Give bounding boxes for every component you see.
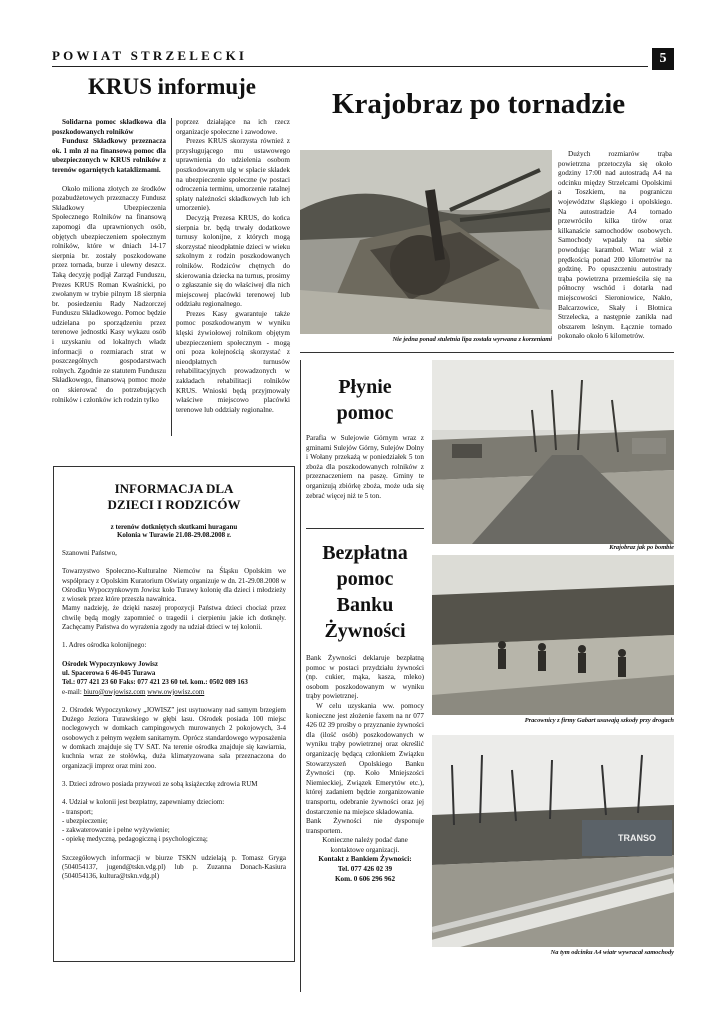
krus-column-divider (171, 118, 172, 436)
bank-contact-1: Kontakt z Bankiem Żywności: (318, 855, 412, 864)
children-info-box (53, 466, 295, 962)
info-item-2: 2. Ośrodek Wypoczynkowy „JOWISZ” jest usytuowany nad samym brzegiem Dużego Jeziora Turawskiego w głębi lasu. Ośrodek posiada 100 miejsc noclegowych w domkach campingowych murowanych 2 pokojowych, 3-4 osobowych z pełnym węzłem sanitarnym. Oprócz standardowego wyposażenia w domkach znajduje się TV SAT. Na terenie ośrodka znajduje się kawiarnia, kuchnia wraz ze stołówką, duża klimatyzowana sala przeznaczona do organizacji imprez oraz mini zoo. (62, 705, 286, 770)
photo-highway (432, 735, 674, 947)
bank-title-3: Banku (336, 594, 394, 616)
krus-lead: Fundusz Składkowy przeznacza ok. 1 mln zł na finansową pomoc dla ubezpieczonych w KRUS rolników z terenów ogarniętych kataklizmami. (52, 137, 166, 174)
tornado-body: Dużych rozmiarów trąba powietrzna przetoczyła się około godziny 17:00 nad autostradą A4 na odcinku między Strzelcami Opolskimi a Toszkiem, na pograniczu województw śląskiego i opolskiego. Na autostradzie A4 tornado przewróciło kilka tirów oraz kilkanaście samochodów osobowych. Samochody wpadały na siebie powodując karambol. Wiatr wiał z prędkością ponad 200 kilometrów na godzinę. Po opuszczeniu autostrady trąba powietrzna przemieściła się na północny wschód i dotarła nad miejscowości Sieroniowice, Nakło, Balcarzowice, Skały i Błotnica Strzelecka, a następnie zanikła nad obszarem leśnym. Łącznie tornado pokonało około 6 kilometrów. (558, 150, 672, 341)
photo-devastated-road (432, 360, 674, 544)
info-bullet: - zakwaterowanie i pełne wyżywienie; (62, 826, 170, 835)
info-bullet: - opiekę medyczną, pedagogiczną i psychologiczną; (62, 835, 208, 844)
bank-title-1: Bezpłatna (322, 542, 408, 564)
highway-image (432, 735, 674, 947)
bank-contact-2: Tel. 077 426 02 39 (337, 865, 393, 874)
bank-body-3: Bank Żywności nie dysponuje transportem. (306, 817, 424, 835)
info-box-title-2: DZIECI I RODZICÓW (107, 497, 241, 512)
plynie-title-1: Płynie (338, 376, 392, 398)
info-website-link[interactable]: www.owjowisz.com (147, 687, 205, 696)
info-paragraph-1: Towarzystwo Społeczno-Kulturalne Niemców na Śląsku Opolskim we współpracy z Opolskim Kuratorium Oświaty organizuje w dn. 21-29.08.2008 w Ośrodku Wypoczynkowym Jowisz koło Turawy kolonię dla dzieci i młodzieży z wiosek przez które przeszła nawałnica. (62, 567, 286, 604)
bank-body-2: W celu uzyskania ww. pomocy konieczne jest złożenie faxem na nr 077 426 02 39 prośby o przyznanie żywności dla (ilość osób) poszkodowanych w wyniku trąby powietrznej oraz określić organizację będącą członkiem Związku Stowarzyszeń Opolskiego Banku Żywności (np. Koło Mniejszości Niemieckiej, Związek Emerytów etc.), której zadaniem będzie zorganizowanie transportu, odebranie żywności oraz jej dostarczenie na miejsce składowania. (306, 701, 424, 816)
krus-body-2: poprzez działające na ich rzecz organizacje społeczne i zawodowe. (176, 118, 290, 136)
plynie-text (306, 434, 424, 501)
left-column-divider (300, 360, 301, 992)
krus-body-3: Prezes KRUS skorzysta również z przysługującego mu ustawowego uprawnienia do udzielenia osobom poszkodowanym ulg w spłacie składek na ubezpieczenie społeczne (w postaci odroczenia terminu, umorzenie ratalnej spłaty należności składkowych lub ich umorzenie). (176, 137, 290, 213)
workers-image (432, 555, 674, 715)
tornado-rule (300, 352, 674, 353)
krus-intro: Solidarna pomoc składkowa dla poszkodowanych rolników (52, 118, 166, 136)
plynie-title-2: pomoc (336, 402, 394, 424)
krus-column-2 (176, 118, 290, 415)
info-address-3: Tel.: 077 421 23 60 Faks: 077 421 23 60 tel. kom.: 0502 089 163 (62, 678, 248, 687)
plynie-body: Parafia w Sulejowie Górnym wraz z gminami Sulejów Górny, Sulejów Dolny i Wołany przekażą w poniedziałek 5 ton zboża dla poszkodowanych rolników z przeznaczeniem na paszę. Gminy te organizują zbiórkę zboża, może uda się zebrać więcej niż te 5 ton. (306, 434, 424, 500)
krus-column-1 (52, 118, 166, 405)
bank-headline (305, 540, 425, 644)
photo-workers (432, 555, 674, 715)
uprooted-tree-image (300, 150, 552, 334)
info-box-title-1: INFORMACJA DLA (114, 481, 234, 496)
bank-body-4: Konieczne należy podać dane kontaktowe organizacji. (322, 836, 408, 854)
info-address-1: Ośrodek Wypoczynkowy Jowisz (62, 659, 158, 668)
bank-text (306, 654, 424, 884)
tornado-text (558, 150, 672, 342)
krus-body-1: Około miliona złotych ze środków pozabudżetowych przeznaczy Fundusz Składkowy Ubezpieczenia Społecznego Rolników na finansową zapomogi dla uprawnionych osób, objętych ubezpieczeniem społecznym rolników, które w dniach 14-17 sierpnia br. zostały poszkodowane przez tornada, burze i ulewny deszcz. Taką decyzję podjął Zarząd Funduszu, Prezes KRUS Roman Kwaśnicki, po zwołanym w trybie pilnym 18 sierpnia br. posiedzeniu Rady Nadzorczej Funduszu Składkowego. Pomoc będzie udzielana po sporządzeniu przez terenowe jednostki Kasy wykazu osób i uzyskaniu od lokalnych władz informacji o rozmiarach strat w poszczególnych gospodarstwach rolnych. Zgodnie ze statutem Funduszu Składkowego, finansową pomoc może on skierować do potrzebujących rolników i członków ich rodzin tylko (52, 184, 166, 404)
page-number: 5 (652, 48, 674, 70)
info-greeting: Szanowni Państwo, (62, 549, 117, 557)
info-item-4: 4. Udział w kolonii jest bezpłatny, zapewniamy dzieciom: (62, 798, 225, 807)
info-bullet: - ubezpieczenie; (62, 816, 108, 825)
info-box-subtitle-2: Kolonia w Turawie 21.08-29.08.2008 r. (116, 531, 232, 539)
devastated-road-image (432, 360, 674, 544)
plynie-headline (305, 374, 425, 426)
bank-contact-3: Kom. 0 606 296 962 (334, 874, 396, 883)
info-contact: Szczegółowych informacji w biurze TSKN udzielają p. Tomasz Gryga (504054137, jugend@tskn.vdg.pl) lub p. Zuzanna Donach-Kasiura (504054136, kultura@tskn.vdg.pl) (62, 853, 286, 881)
newspaper-header-title: POWIAT STRZELECKI (52, 48, 248, 63)
info-email-label: e-mail: (62, 687, 84, 696)
tornado-headline: Krajobraz po tornadzie (332, 88, 626, 120)
photo-uprooted-tree (300, 150, 552, 334)
krus-body-5: Prezes Kasy gwarantuje także pomoc poszkodowanym w wyniku klęski żywiołowej rolnikom objętym ubezpieczeniem społecznym - mogą oni poza kolejnością skorzystać z nieodpłatnych turnusów rehabilitacyjnych prowadzonych w zakładach rehabilitacji rolników KRUS. Wnioski będą przyjmowały właściwe miejscowo placówki terenowe lub oddziały regionalne. (176, 309, 290, 414)
plynie-rule (306, 528, 424, 529)
caption-highway: Na tym odcinku A4 wiatr wywracał samochody (550, 949, 674, 956)
caption-tree: Nie jedna ponad stuletnia lipa została wyrwana z korzeniami (392, 336, 552, 343)
info-paragraph-2: Mamy nadzieję, że dzięki naszej propozycji Państwa dzieci chociaż przez chwilę będą mogły zapomnieć o tragedii i cierpieniu jakie ich dotknęły. Zachęcamy Państwa do wyrażenia zgody na udział dzieci w tej kolonii. (62, 604, 286, 632)
krus-headline: KRUS informuje (88, 74, 257, 99)
krus-body-4: Decyzją Prezesa KRUS, do końca sierpnia br. będą trwały dodatkowe turnusy kolonijne, z których mogą skorzystać nieodpłatnie dzieci w wieku szkolnym z rodzin poszkodowanych rolników. Rodziców chętnych do skierowania dziecka na turnus, prosimy o zgłaszanie się do właściwej dla nich miejscowej placówki terenowej lub oddziału regionalnego. (176, 213, 290, 309)
info-box-subtitle-1: z terenów dotkniętych skutkami huraganu (110, 523, 238, 531)
truck-lettering: TRANSO (618, 833, 656, 843)
info-email-link[interactable]: biuro@owjowisz.com (83, 687, 146, 696)
header-rule (52, 66, 648, 67)
bank-title-2: pomoc (336, 568, 394, 590)
info-address-2: ul. Spacerowa 6 46-045 Turawa (62, 668, 156, 677)
caption-bomb: Krajobraz jak po bombie (609, 544, 674, 551)
info-bullet: - transport; (62, 807, 93, 816)
caption-workers: Pracownicy z firmy Gabart usuwają szkody przy drogach (524, 717, 674, 724)
info-item-1: 1. Adres ośrodka kolonijnego: (62, 641, 147, 650)
bank-body-1: Bank Żywności deklaruje bezpłatną pomoc w postaci przydziału żywności (np. cukier, mąka, kasza, mleko) osobom poszkodowanym w wyniku trąby powietrznej. (306, 654, 424, 701)
info-item-3: 3. Dzieci zdrowo posiada przywozi ze sobą książeczkę zdrowia RUM (62, 779, 258, 788)
bank-title-4: Żywności (324, 620, 406, 642)
